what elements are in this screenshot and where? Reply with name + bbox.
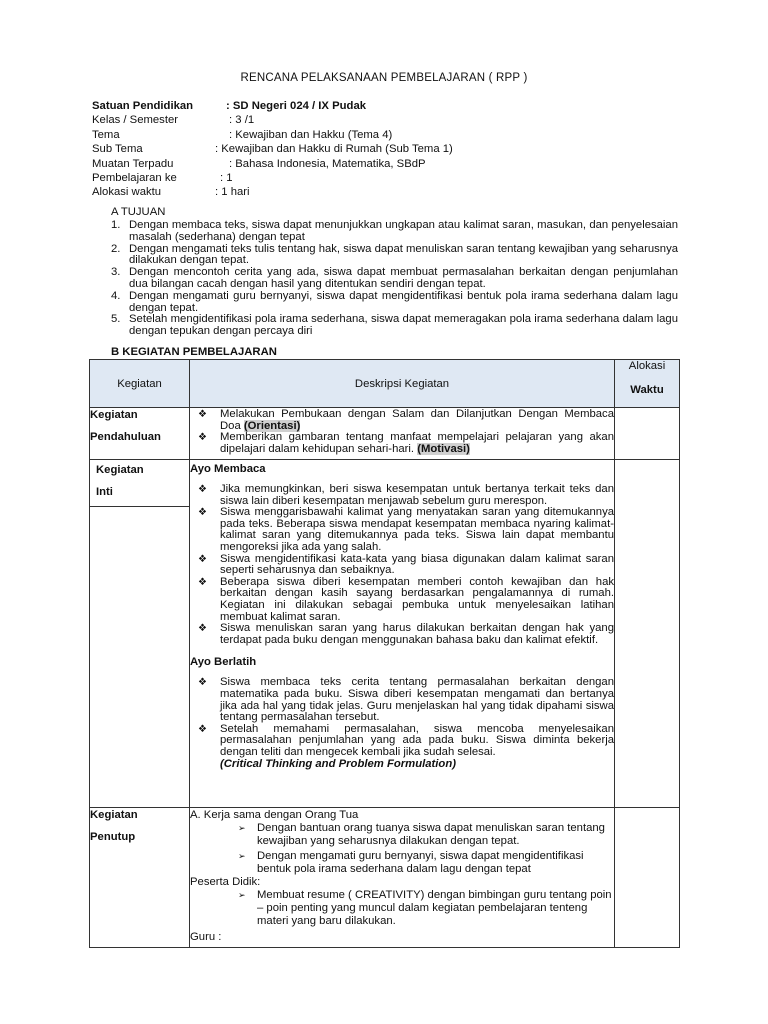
- tujuan-number: 1.: [111, 219, 121, 231]
- inti-label: [90, 460, 190, 808]
- item-text: Siswa menggarisbawahi kalimat yang menyatakan saran yang ditemukannya pada teks. Beberapa siswa mendapat kesempatan membaca nyaring kalimat-kalimat saran yang ditemukannya pada teks. Siswa lain dapat membantu mengoreksi jika ada yang salah.: [220, 506, 614, 553]
- arrow-bullet-icon: ➢: [238, 823, 246, 833]
- subtema-row: [92, 142, 692, 156]
- row-label-line1: Kegiatan: [90, 809, 138, 821]
- tujuan-heading: A TUJUAN: [111, 206, 166, 218]
- orientasi-tag: (Orientasi): [243, 419, 301, 432]
- diamond-bullet-icon: ❖: [198, 484, 207, 495]
- pendahuluan-waktu: [615, 408, 680, 460]
- kelas-row: [92, 113, 692, 127]
- diamond-bullet-icon: ❖: [198, 432, 207, 444]
- ortu-list: [190, 822, 614, 876]
- row-label-line2: Inti: [96, 486, 113, 498]
- critical-thinking-note: (Critical Thinking and Problem Formulation): [220, 758, 456, 771]
- peserta-didik-heading: Peserta Didik:: [190, 876, 261, 888]
- kerja-sama-heading: A. Kerja sama dengan Orang Tua: [190, 809, 359, 821]
- list-item: [190, 554, 614, 577]
- inti-label-box: [90, 460, 189, 507]
- tujuan-item: [111, 291, 678, 315]
- kegiatan-table: [89, 359, 680, 948]
- alokasi-label: Alokasi waktu: [92, 186, 162, 199]
- subtema-value: : Kewajiban dan Hakku di Rumah (Sub Tema 1): [215, 143, 453, 156]
- subtema-label: Sub Tema: [92, 143, 143, 156]
- list-item: [190, 507, 614, 553]
- diamond-bullet-icon: ❖: [198, 409, 207, 420]
- pembelajaran-row: [92, 171, 692, 185]
- diamond-bullet-icon: ❖: [198, 677, 207, 689]
- kegiatan-heading: B KEGIATAN PEMBELAJARAN: [111, 346, 277, 358]
- muatan-value: : Bahasa Indonesia, Matematika, SBdP: [229, 157, 426, 170]
- list-item: [190, 577, 614, 623]
- ayo-berlatih-heading: Ayo Berlatih: [190, 656, 257, 669]
- berlatih-list: [190, 677, 614, 758]
- list-item: [190, 889, 614, 928]
- peserta-list: [190, 889, 614, 928]
- item-text: Dengan bantuan orang tuanya siswa dapat menuliskan saran tentang kewajiban yang seharusnya dilakukan dengan tepat.: [257, 822, 605, 847]
- penutup-label: [90, 808, 190, 948]
- tujuan-number: 4.: [111, 289, 121, 302]
- arrow-bullet-icon: ➢: [238, 851, 246, 861]
- penutup-desc: [190, 808, 615, 948]
- tujuan-text: Dengan mengamati guru bernyanyi, siswa dapat mengidentifikasi bentuk pola irama sederhana dalam lagu dengan tepat.: [129, 289, 678, 314]
- satuan-row: [92, 99, 692, 113]
- list-item: [190, 850, 614, 876]
- tujuan-item: [111, 267, 678, 291]
- satuan-value: : SD Negeri 024 / IX Pudak: [226, 100, 367, 112]
- item-text: Beberapa siswa diberi kesempatan memberi contoh kewajiban dan hak berkaitan dengan kasih sayang berdasarkan pengalamannya di rumah. Kegiatan ini dilakukan sebagai pembuka untuk menyelesaikan latihan membuat kalimat saran.: [220, 575, 614, 623]
- row-label-line2: Pendahuluan: [90, 431, 161, 443]
- identity-block: [92, 99, 692, 200]
- tujuan-number: 5.: [111, 313, 121, 326]
- tema-label: Tema: [92, 128, 120, 141]
- tujuan-item: [111, 244, 678, 268]
- pendahuluan-desc: [190, 408, 615, 460]
- tema-row: [92, 128, 692, 142]
- header-alokasi: [615, 360, 680, 408]
- tujuan-list: [111, 220, 678, 338]
- penutup-row: [90, 808, 680, 948]
- item-text: Siswa membaca teks cerita tentang permasalahan berkaitan dengan matematika pada buku. Siswa diberi kesempatan mengamati dan bertanya jika ada hal yang tidak jelas. Guru menjelaskan hal yang tidak dipahami siswa tentang permasalahan tersebut.: [220, 676, 614, 724]
- list-item: [190, 623, 614, 646]
- diamond-bullet-icon: ❖: [198, 553, 207, 565]
- diamond-bullet-icon: ❖: [198, 507, 207, 519]
- waktu-text: Waktu: [630, 384, 664, 396]
- inti-waktu: [615, 460, 680, 808]
- alokasi-row: [92, 185, 692, 199]
- header-kegiatan: Kegiatan: [90, 360, 190, 408]
- row-label-line2: Penutup: [90, 831, 136, 843]
- list-item: [190, 409, 614, 432]
- tujuan-text: Dengan mencontoh cerita yang ada, siswa dapat membuat permasalahan berkaitan dengan penjumlahan dua bilangan cacah dengan hasil yang ditentukan sendiri dengan tepat.: [129, 266, 678, 290]
- pendahuluan-row: [90, 408, 680, 460]
- pembelajaran-value: : 1: [220, 171, 233, 184]
- item-text: Setelah memahami permasalahan, siswa mencoba menyelesaikan permasalahan penjumlahan yang ada pada buku. Siswa diminta bekerja dengan teliti dan mengecek kembali jika sudah selesai.: [220, 722, 614, 758]
- document-title: RENCANA PELAKSANAAN PEMBELAJARAN ( RPP ): [240, 72, 528, 84]
- row-label-line1: Kegiatan: [96, 464, 144, 476]
- arrow-bullet-icon: ➢: [238, 890, 246, 900]
- kelas-value: : 3 /1: [229, 114, 255, 127]
- pendahuluan-label: [90, 408, 190, 460]
- diamond-bullet-icon: ❖: [198, 623, 207, 635]
- list-item: [190, 724, 614, 759]
- inti-desc: [190, 460, 615, 808]
- kelas-label: Kelas / Semester: [92, 114, 179, 127]
- ayo-membaca-heading: Ayo Membaca: [190, 463, 266, 475]
- alokasi-text: Alokasi: [628, 360, 666, 372]
- table-header-row: [90, 360, 680, 408]
- item-text: Dengan mengamati guru bernyanyi, siswa dapat mengidentifikasi bentuk pola irama sederhana dalam lagu dengan tepat: [257, 850, 584, 875]
- pendahuluan-list: [190, 409, 614, 455]
- row-label-line1: Kegiatan: [90, 409, 138, 421]
- tema-value: : Kewajiban dan Hakku (Tema 4): [229, 128, 393, 141]
- item-text: Memberikan gambaran tentang manfaat mempelajari pelajaran yang akan dipelajari dalam kehidupan sehari-hari.: [220, 431, 614, 455]
- satuan-label: Satuan Pendidikan: [92, 100, 194, 112]
- tujuan-text: Dengan mengamati teks tulis tentang hak, siswa dapat menuliskan saran tentang kewajiban yang seharusnya dilakukan dengan tepat.: [129, 242, 678, 267]
- list-item: [190, 484, 614, 507]
- item-text: Siswa menuliskan saran yang harus dilakukan berkaitan dengan hak yang terdapat pada buku dengan menggunakan bahasa baku dan kalimat efektif.: [220, 622, 614, 646]
- item-text: Melakukan Pembukaan dengan Salam dan Dilanjutkan Dengan Membaca Doa: [220, 408, 614, 432]
- alokasi-value: : 1 hari: [215, 186, 250, 199]
- tujuan-number: 3.: [111, 266, 121, 279]
- list-item: [190, 432, 614, 455]
- tujuan-number: 2.: [111, 242, 121, 255]
- tujuan-text: Dengan membaca teks, siswa dapat menunjukkan ungkapan atau kalimat saran, masukan, dan penyelesaian masalah (sederhana) dengan tepat: [129, 219, 678, 243]
- penutup-waktu: [615, 808, 680, 948]
- inti-row: [90, 460, 680, 808]
- tujuan-text: Setelah mengidentifikasi pola irama sederhana, siswa dapat memeragakan pola irama sederhana dalam lagu dengan tepukan dengan percaya diri: [129, 313, 678, 338]
- tujuan-item: [111, 220, 678, 244]
- list-item: [190, 677, 614, 723]
- muatan-label: Muatan Terpadu: [92, 157, 174, 170]
- tujuan-item: [111, 314, 678, 338]
- item-text: Siswa mengidentifikasi kata-kata yang biasa digunakan dalam kalimat saran seperti seharusnya dan sebaiknya.: [220, 552, 614, 577]
- item-text: Membuat resume ( CREATIVITY) dengan bimbingan guru tentang poin – poin penting yang muncul dalam kegiatan pembelajaran tenteng materi yang baru dilakukan.: [257, 889, 612, 927]
- diamond-bullet-icon: ❖: [198, 723, 207, 735]
- muatan-row: [92, 157, 692, 171]
- pembelajaran-label: Pembelajaran ke: [92, 171, 177, 184]
- membaca-list: [190, 484, 614, 646]
- motivasi-tag: (Motivasi): [417, 442, 470, 455]
- list-item: [190, 822, 614, 848]
- guru-heading: Guru :: [190, 931, 222, 943]
- diamond-bullet-icon: ❖: [198, 576, 207, 588]
- item-text: Jika memungkinkan, beri siswa kesempatan untuk bertanya terkait teks dan siswa lain diberi kesempatan menjawab sebelum guru merespon.: [220, 483, 614, 507]
- header-deskripsi: Deskripsi Kegiatan: [190, 360, 615, 408]
